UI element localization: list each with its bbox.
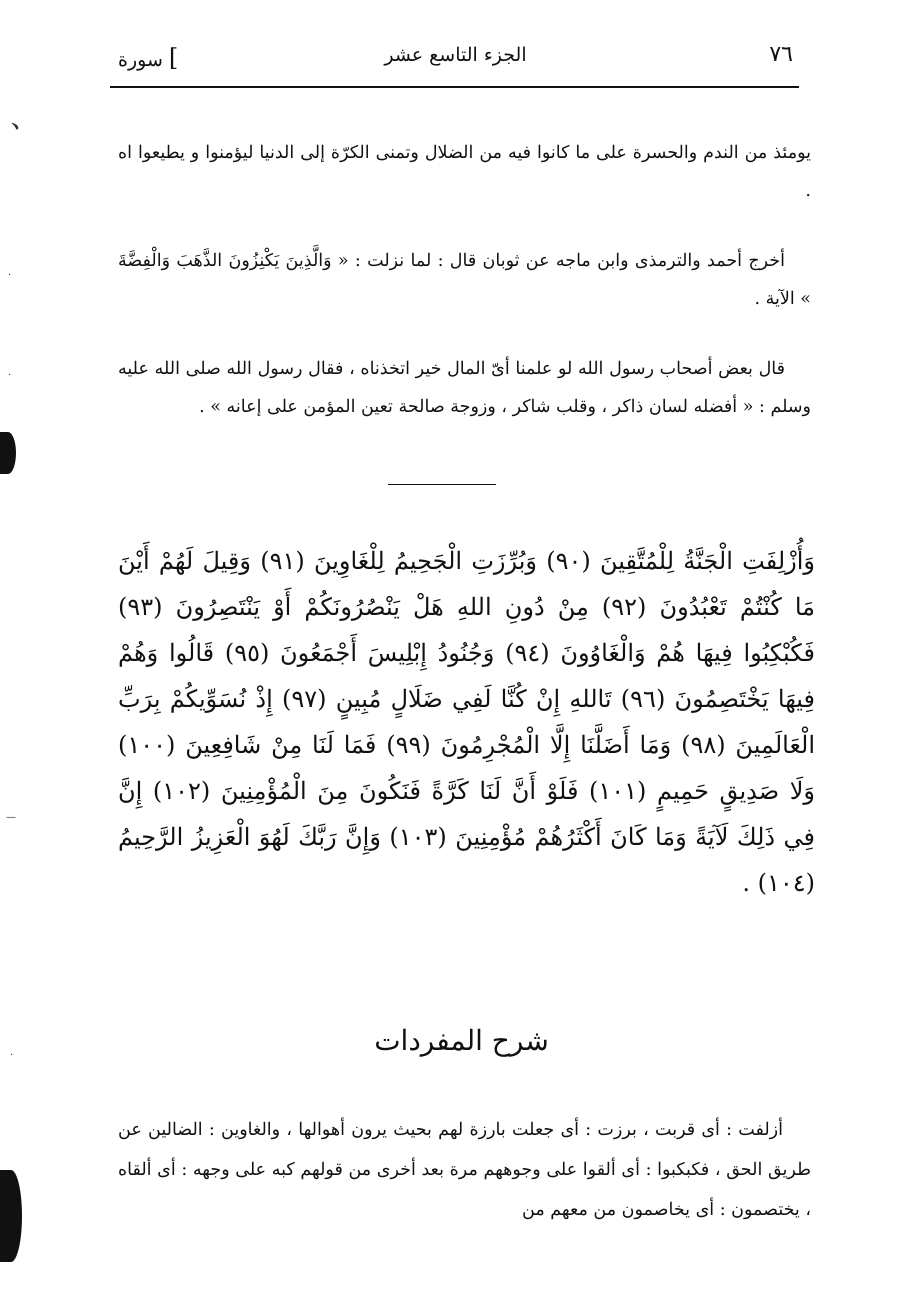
bracket-icon: ] bbox=[168, 44, 179, 72]
scan-speck: · bbox=[8, 370, 12, 381]
hadith-suffix: » الآية . bbox=[754, 288, 811, 309]
page-number: ٧٦ bbox=[769, 42, 793, 67]
scan-blot-bottom bbox=[0, 1170, 22, 1262]
section-divider bbox=[388, 484, 496, 485]
commentary-paragraph-2 bbox=[118, 242, 811, 318]
running-head: الجزء التاسع عشر bbox=[384, 44, 527, 66]
section-title: شرح المفردات bbox=[374, 1024, 549, 1057]
surah-label: سورة bbox=[118, 49, 163, 71]
scan-speck: · bbox=[10, 1050, 14, 1061]
scan-speck: — bbox=[6, 812, 16, 823]
scan-speck: · bbox=[8, 270, 12, 281]
glossary-paragraph: أزلفت : أى قربت ، برزت : أى جعلت بارزة لهم بحيث يرون أهوالها ، والغاوين : الضالين عن طريق الحق ، فكبكبوا : أى ألقوا على وجوههم مرة بعد أخرى من قولهم كبه على وجهه : أى ألقاه ، يختصمون : أى يخاصمون من معهم من bbox=[118, 1119, 811, 1220]
commentary-paragraph-1: يومئذ من الندم والحسرة على ما كانوا فيه من الضلال وتمنى الكرّة إلى الدنيا ليؤمنوا و يطيعوا اه . bbox=[118, 142, 811, 201]
commentary-paragraph-3: قال بعض أصحاب رسول الله لو علمنا أىّ المال خير اتخذناه ، فقال رسول الله صلى الله عليه وسلم : « أفضله لسان ذاكر ، وقلب شاكر ، وزوجة صالحة تعين المؤمن على إعانه » . bbox=[118, 358, 811, 417]
scan-blot-top bbox=[0, 432, 16, 474]
hadith-intro: أخرج أحمد والترمذى وابن ماجه عن ثوبان قال : لما نزلت : « bbox=[331, 250, 785, 271]
quoted-verse: وَالَّذِينَ يَكْنِزُونَ الذَّهَبَ وَالْفِضَّةَ bbox=[118, 250, 332, 271]
page-header bbox=[118, 38, 793, 78]
quran-verses-block: وَأُزْلِفَتِ الْجَنَّةُ لِلْمُتَّقِينَ (٩٠) وَبُرِّزَتِ الْجَحِيمُ لِلْغَاوِينَ (٩١) وَقِيلَ لَهُمْ أَيْنَ مَا كُنْتُمْ تَعْبُدُونَ (٩٢) مِنْ دُونِ اللهِ هَلْ يَنْصُرُونَكُمْ أَوْ يَنْتَصِرُونَ (٩٣) فَكُبْكِبُوا فِيهَا هُمْ وَالْغَاوُونَ (٩٤) وَجُنُودُ إِبْلِيسَ أَجْمَعُونَ (٩٥) قَالُوا وَهُمْ فِيهَا يَخْتَصِمُونَ (٩٦) تَاللهِ إِنْ كُنَّا لَفِي ضَلَالٍ مُبِينٍ (٩٧) إِذْ نُسَوِّيكُمْ بِرَبِّ الْعَالَمِينَ (٩٨) وَمَا أَضَلَّنَا إِلَّا الْمُجْرِمُونَ (٩٩) فَمَا لَنَا مِنْ شَافِعِينَ (١٠٠) وَلَا صَدِيقٍ حَمِيمٍ (١٠١) فَلَوْ أَنَّ لَنَا كَرَّةً فَنَكُونَ مِنَ الْمُؤْمِنِينَ (١٠٢) إِنَّ فِي ذَلِكَ لَآيَةً وَمَا كَانَ أَكْثَرُهُمْ مُؤْمِنِينَ (١٠٣) وَإِنَّ رَبَّكَ لَهُوَ الْعَزِيزُ الرَّحِيمُ (١٠٤) . bbox=[118, 547, 816, 897]
scan-speck: ﹅ bbox=[10, 122, 20, 133]
surah-label-box bbox=[118, 44, 178, 72]
header-rule bbox=[110, 86, 799, 88]
